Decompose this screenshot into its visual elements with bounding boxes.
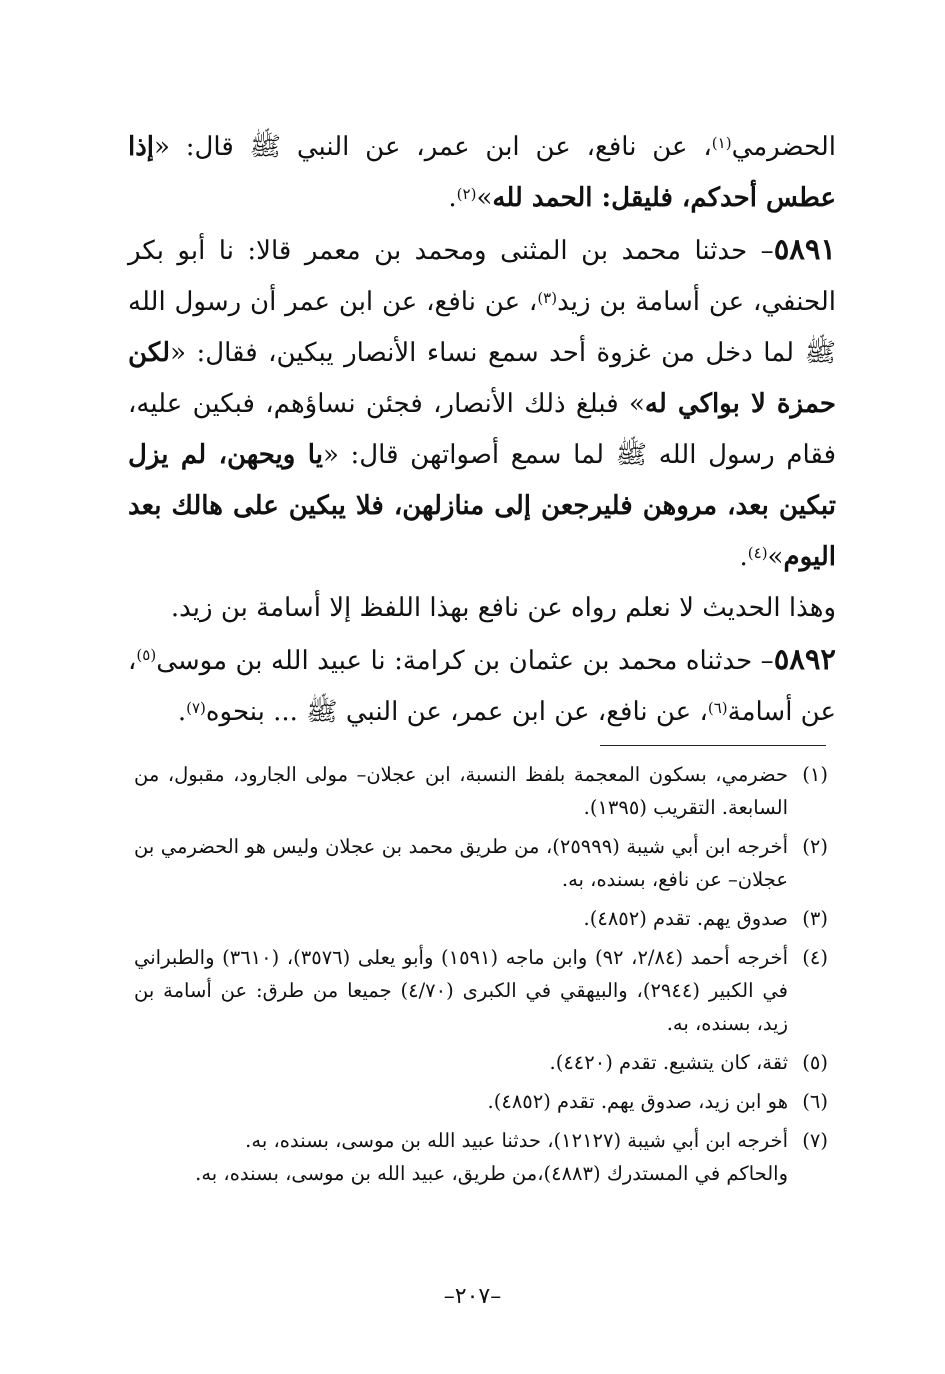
footnote-number: (٥)	[802, 1051, 828, 1074]
text-segment: الحضرمي	[731, 132, 836, 162]
comment-line: وهذا الحديث لا نعلم رواه عن نافع بهذا اللفظ إلا أسامة بن زيد.	[170, 593, 836, 623]
text-segment: ، عن نافع، عن ابن عمر، عن النبي ﷺ ... بنحوه	[205, 697, 708, 727]
text-segment: » فبلغ ذلك الأنصار، فجئن نساؤهم، فبكين عليه، فقام رسول الله ﷺ لما سمع أصواتهن قال: «	[128, 389, 836, 470]
footnote-number: (٤)	[802, 946, 828, 969]
footnote-number: (١)	[802, 763, 828, 786]
text-segment: .	[739, 542, 748, 572]
footnote-7	[134, 1124, 828, 1157]
text-segment: .	[448, 183, 457, 213]
footnote-divider	[600, 745, 826, 746]
footnote-6	[134, 1085, 828, 1118]
text-segment: ، عن نافع، عن ابن عمر أن رسول الله ﷺ لما دخل من غزوة أحد سمع نساء الأنصار يبكين، فقال: «	[128, 287, 836, 368]
hadith-continuation	[128, 122, 836, 224]
main-text	[128, 122, 836, 738]
text-segment: – حدثنا محمد بن المثنى ومحمد بن معمر قالا: نا أبو بكر الحنفي، عن أسامة بن زيد	[128, 236, 836, 317]
footnote-text: حضرمي، بسكون المعجمة بلفظ النسبة، ابن عجلان– مولى الجارود، مقبول، من السابعة. التقريب (١٣٩٥).	[134, 763, 788, 819]
footnote-ref: (٣)	[537, 289, 558, 307]
hadith-5891	[128, 224, 836, 583]
footnote-ref: (٥)	[136, 646, 157, 664]
footnote-7-continuation	[134, 1157, 828, 1190]
text-segment: ، عن نافع، عن ابن عمر، عن النبي ﷺ قال: «	[154, 132, 712, 162]
hadith-number: ٥٨٩٢	[773, 642, 836, 676]
footnote-4	[134, 941, 828, 1040]
bold-quote: إذا عطس أحدكم، فليقل: الحمد لله	[128, 132, 836, 213]
footnote-2	[134, 830, 828, 896]
footnote-number: (٢)	[802, 835, 828, 858]
text-segment: »	[476, 183, 493, 213]
footnote-5	[134, 1046, 828, 1079]
footnote-text: أخرجه ابن أبي شيبة (١٢١٢٧)، حدثنا عبيد الله بن موسى، بسنده، به.	[245, 1129, 788, 1152]
footnote-ref: (٦)	[707, 699, 728, 717]
footnote-text: أخرجه أحمد (٢/٨٤، ٩٢) وابن ماجه (١٥٩١) وأبو يعلى (٣٥٧٦)، (٣٦١٠) والطبراني في الكبير (٢٩٤٤)، والبيهقي في الكبرى (٤/٧٠) جميعا من طرق: عن أسامة بن زيد، بسنده، به.	[134, 946, 788, 1035]
footnote-text: أخرجه ابن أبي شيبة (٢٥٩٩٩)، من طريق محمد بن عجلان وليس هو الحضرمي بن عجلان– عن نافع، بسنده، به.	[134, 835, 788, 891]
text-segment: .	[177, 697, 187, 727]
bold-quote: لكن حمزة لا بواكي له	[128, 338, 837, 419]
footnotes	[134, 758, 828, 1196]
bold-quote: يا ويحهن، لم يزل تبكين بعد، مروهن فليرجعن إلى منازلهن، فلا يبكين على هالك بعد اليوم	[128, 440, 836, 572]
hadith-5892	[128, 634, 836, 738]
page-number: –٢٠٧–	[443, 1284, 502, 1309]
footnote-ref: (٧)	[186, 699, 206, 717]
footnote-3	[134, 902, 828, 935]
footnote-text: صدوق يهم. تقدم (٤٨٥٢).	[583, 907, 788, 930]
footnote-ref: (١)	[711, 134, 732, 152]
footnote-1	[134, 758, 828, 824]
hadith-number: ٥٨٩١	[773, 232, 836, 266]
footnote-number: (٧)	[802, 1129, 828, 1152]
text-segment: ، عن أسامة	[128, 646, 836, 727]
footnote-number: (٦)	[802, 1090, 828, 1113]
text-segment: »	[767, 542, 784, 572]
footnote-text: ثقة، كان يتشيع. تقدم (٤٤٢٠).	[549, 1051, 788, 1074]
text-segment: – حدثناه محمد بن عثمان بن كرامة: نا عبيد الله بن موسى	[156, 646, 774, 676]
footnote-number: (٣)	[802, 907, 828, 930]
footnote-ref: (٢)	[456, 185, 477, 203]
footnote-text: والحاكم في المستدرك (٤٨٨٣)،من طريق، عبيد الله بن موسى، بسنده، به.	[195, 1162, 788, 1185]
footnote-text: هو ابن زيد، صدوق يهم. تقدم (٤٨٥٢).	[487, 1090, 788, 1113]
footnote-ref: (٤)	[747, 544, 768, 562]
